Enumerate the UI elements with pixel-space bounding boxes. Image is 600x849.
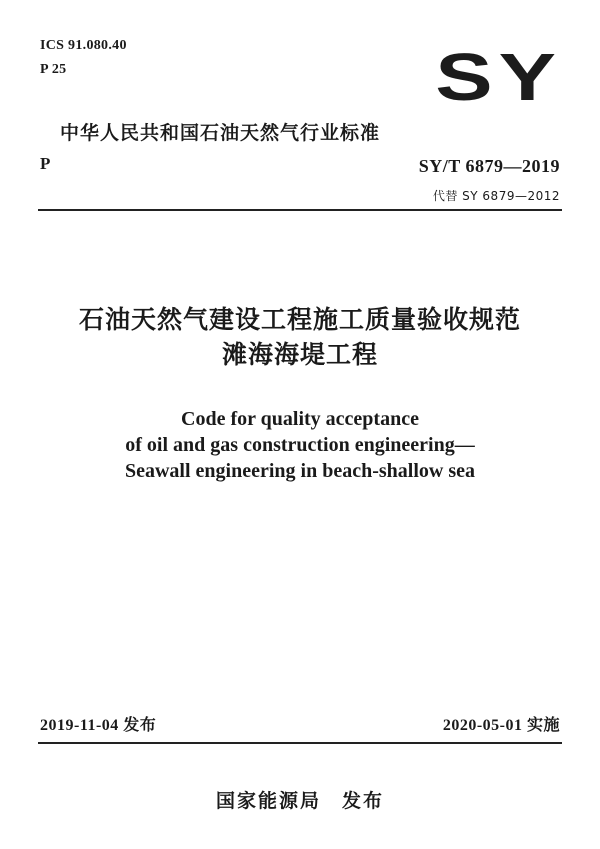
issue-date xyxy=(40,712,156,735)
issue-date-label: 发布 xyxy=(123,715,157,734)
ics-code: ICS 91.080.40 xyxy=(40,38,127,53)
title-en-line1: Code for quality acceptance xyxy=(181,408,419,430)
bottom-divider xyxy=(38,742,562,744)
replaces-note: 代替 SY 6879—2012 xyxy=(432,189,560,203)
sy-logo: SY xyxy=(435,40,562,115)
title-en-line3: Seawall engineering in beach-shallow sea xyxy=(124,460,475,482)
top-divider xyxy=(38,209,562,211)
implement-date xyxy=(443,712,560,735)
implement-date-value: 2020-05-01 xyxy=(442,717,523,734)
implement-date-label: 实施 xyxy=(526,715,560,734)
issue-date-value: 2019-11-04 xyxy=(40,717,119,734)
issuer: 国家能源局 发布 xyxy=(215,790,384,812)
title-zh-line2: 滩海海堤工程 xyxy=(221,340,378,369)
class-letter: P xyxy=(40,154,51,173)
standard-name: 中华人民共和国石油天然气行业标准 xyxy=(60,122,381,144)
ccs-code: P 25 xyxy=(40,62,67,77)
title-en-line2: of oil and gas construction engineering— xyxy=(125,434,475,456)
title-zh-line1: 石油天然气建设工程施工质量验收规范 xyxy=(78,305,521,334)
standard-number: SY/T 6879—2019 xyxy=(418,156,560,176)
